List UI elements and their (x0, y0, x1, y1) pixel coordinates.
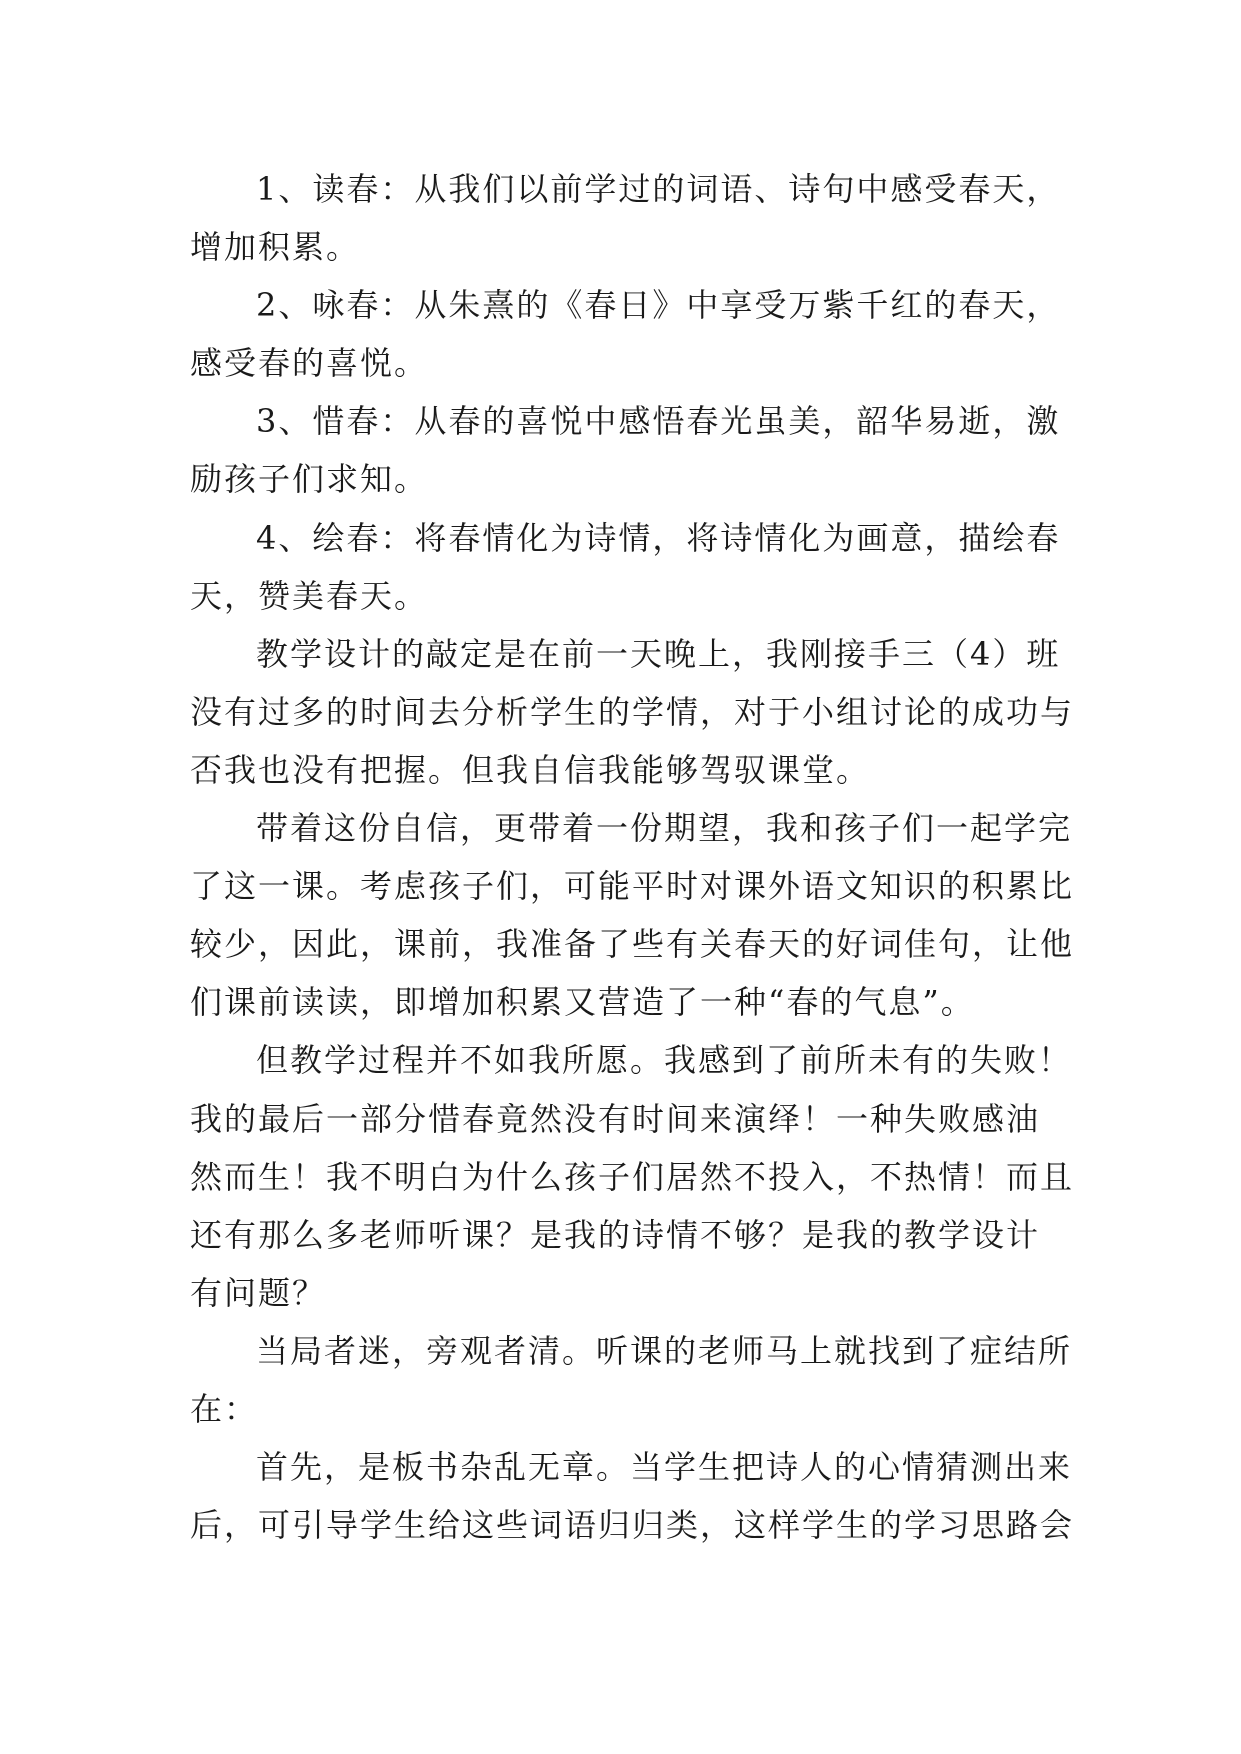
paragraph-line: 否我也没有把握。但我自信我能够驾驭课堂。 (190, 750, 871, 789)
body-text (190, 160, 1075, 1554)
paragraph-line: 感受春的喜悦。 (190, 344, 429, 383)
paragraph-line: 天，赞美春天。 (190, 576, 429, 615)
paragraph-paint-spring (190, 509, 1070, 625)
paragraph-line: 较少，因此，课前，我准备了些有关春天的好词佳句，让他 (190, 925, 1075, 964)
paragraph-read-spring (190, 160, 1070, 276)
paragraph-line: 增加积累。 (190, 228, 361, 267)
paragraph-line: 然而生！我不明白为什么孩子们居然不投入，不热情！而且 (190, 1157, 1075, 1196)
paragraph-observer (190, 1322, 1073, 1438)
paragraph-line: 励孩子们求知。 (190, 460, 429, 499)
paragraph-line: 还有那么多老师听课？是我的诗情不够？是我的教学设计 (190, 1215, 1041, 1254)
paragraph-cherish-spring (190, 392, 1070, 508)
paragraph-design (190, 625, 1075, 799)
paragraph-line: 但教学过程并不如我所愿。我感到了前所未有的失败！ (256, 1041, 1073, 1080)
paragraph-line: 首先，是板书杂乱无章。当学生把诗人的心情猜测出来 (256, 1448, 1073, 1487)
paragraph-line: 带着这份自信，更带着一份期望，我和孩子们一起学完 (256, 809, 1073, 848)
paragraph-line: 们课前读读，即增加积累又营造了一种“春的气息”。 (190, 983, 975, 1022)
paragraph-line: 在： (190, 1389, 259, 1428)
paragraph-line: 教学设计的敲定是在前一天晚上，我刚接手三（4）班 (256, 634, 1061, 673)
paragraph-blackboard (190, 1438, 1075, 1554)
paragraph-line: 1、读春：从我们以前学过的词语、诗句中感受春天， (256, 170, 1061, 208)
paragraph-line: 当局者迷，旁观者清。听课的老师马上就找到了症结所 (256, 1331, 1073, 1370)
paragraph-recite-spring (190, 276, 1070, 392)
paragraph-line: 有问题？ (190, 1273, 327, 1312)
paragraph-line: 2、咏春：从朱熹的《春日》中享受万紫千红的春天， (256, 286, 1061, 325)
paragraph-line: 了这一课。考虑孩子们，可能平时对课外语文知识的积累比 (190, 867, 1075, 906)
paragraph-line: 我的最后一部分惜春竟然没有时间来演绎！一种失败感油 (190, 1099, 1041, 1138)
paragraph-line: 3、惜春：从春的喜悦中感悟春光虽美，韶华易逝，激 (256, 402, 1061, 441)
paragraph-line: 没有过多的时间去分析学生的学情，对于小组讨论的成功与 (190, 692, 1075, 731)
paragraph-line: 后，可引导学生给这些词语归归类，这样学生的学习思路会 (190, 1506, 1075, 1545)
paragraph-line: 4、绘春：将春情化为诗情，将诗情化为画意，描绘春 (256, 518, 1061, 557)
paragraph-failure (190, 1031, 1075, 1321)
paragraph-confidence (190, 799, 1075, 1031)
